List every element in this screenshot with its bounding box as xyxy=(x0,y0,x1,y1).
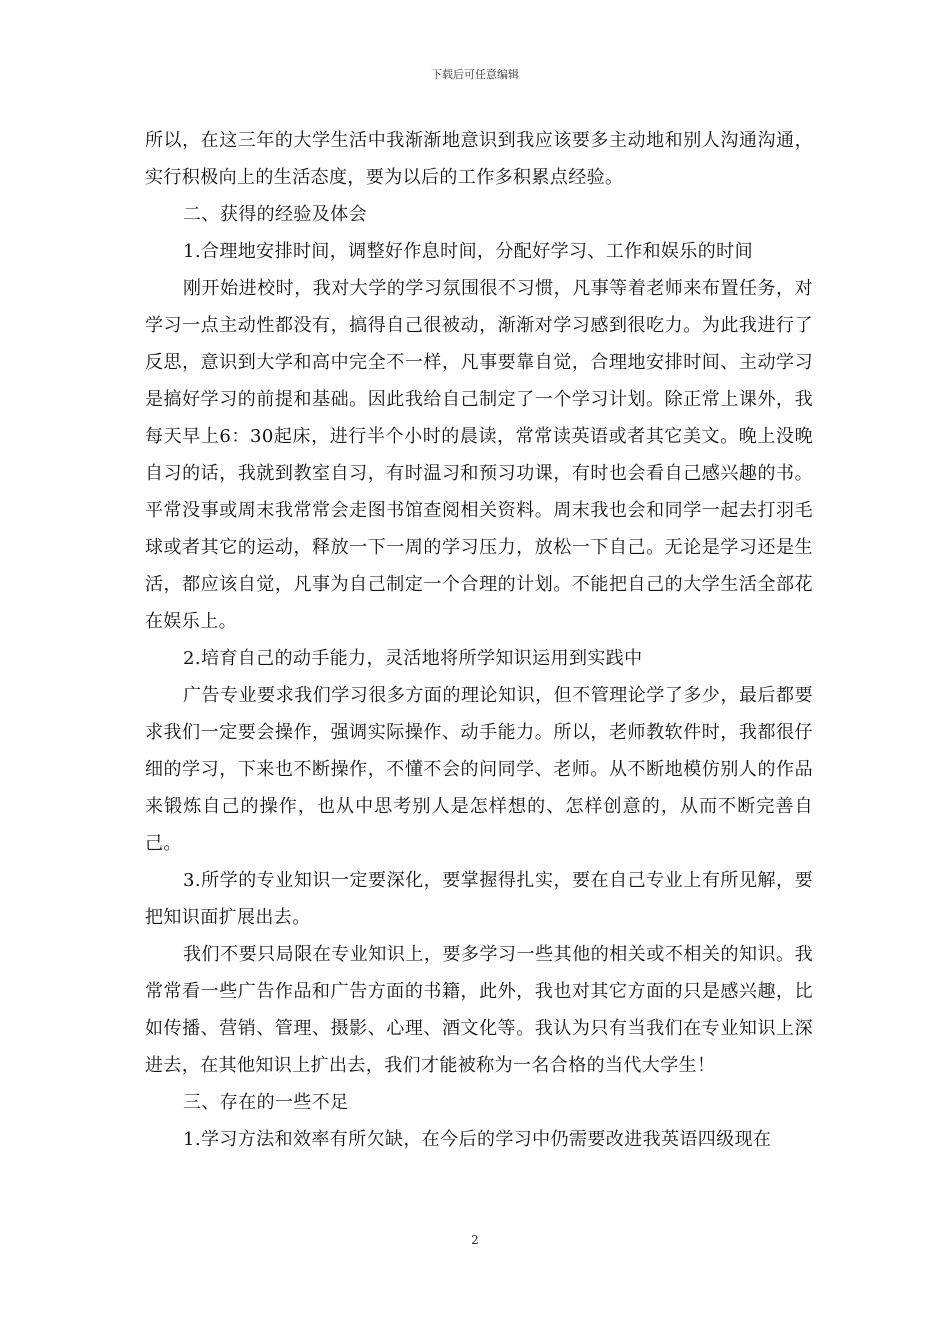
subheading-2-3: 3.所学的专业知识一定要深化，要掌握得扎实，要在自己专业上有所见解，要把知识面扩展出去。 xyxy=(145,870,813,928)
subheading-3-1: 1.学习方法和效率有所欠缺，在今后的学习中仍需要改进我英语四级现在 xyxy=(183,1129,772,1150)
paragraph-1: 所以，在这三年的大学生活中我渐渐地意识到我应该要多主动地和别人沟通沟通，实行积极向上的生活态度，要为以后的工作多积累点经验。 xyxy=(145,130,813,188)
paragraph-2-2: 广告专业要求我们学习很多方面的理论知识，但不管理论学了多少，最后都要求我们一定要会操作，强调实际操作、动手能力。所以，老师教软件时，我都很仔细的学习，下来也不断操作，不懂不会的问同学、老师。从不断地模仿别人的作品来锻炼自己的操作，也从中思考别人是怎样想的、怎样创意的，从而不断完善自己。 xyxy=(145,685,813,854)
section-heading-3: 三、存在的一些不足 xyxy=(183,1092,349,1113)
subheading-2-1: 1.合理地安排时间，调整好作息时间，分配好学习、工作和娱乐的时间 xyxy=(183,241,753,262)
document-body xyxy=(145,122,813,1158)
paragraph-2-1: 刚开始进校时，我对大学的学习氛围很不习惯，凡事等着老师来布置任务，对学习一点主动性都没有，搞得自己很被动，渐渐对学习感到很吃力。为此我进行了反思，意识到大学和高中完全不一样，凡事要靠自觉，合理地安排时间、主动学习是搞好学习的前提和基础。因此我给自己制定了一个学习计划。除正常上课外，我每天早上6：30起床，进行半个小时的晨读，常常读英语或者其它美文。晚上没晚自习的话，我就到教室自习，有时温习和预习功课，有时也会看自己感兴趣的书。平常没事或周末我常常会走图书馆查阅相关资料。周末我也会和同学一起去打羽毛球或者其它的运动，释放一下一周的学习压力，放松一下自己。无论是学习还是生活，都应该自觉，凡事为自己制定一个合理的计划。不能把自己的大学生活全部花在娱乐上。 xyxy=(145,278,813,632)
paragraph-2-3: 我们不要只局限在专业知识上，要多学习一些其他的相关或不相关的知识。我常常看一些广告作品和广告方面的书籍，此外，我也对其它方面的只是感兴趣，比如传播、营销、管理、摄影、心理、酒文化等。我认为只有当我们在专业知识上深进去，在其他知识上扩出去，我们才能被称为一名合格的当代大学生！ xyxy=(145,944,813,1076)
section-heading-2: 二、获得的经验及体会 xyxy=(183,204,367,225)
subheading-2-2: 2.培育自己的动手能力，灵活地将所学知识运用到实践中 xyxy=(183,648,643,669)
page-number: 2 xyxy=(471,1233,479,1247)
page-header: 下载后可任意编辑 xyxy=(431,68,519,81)
